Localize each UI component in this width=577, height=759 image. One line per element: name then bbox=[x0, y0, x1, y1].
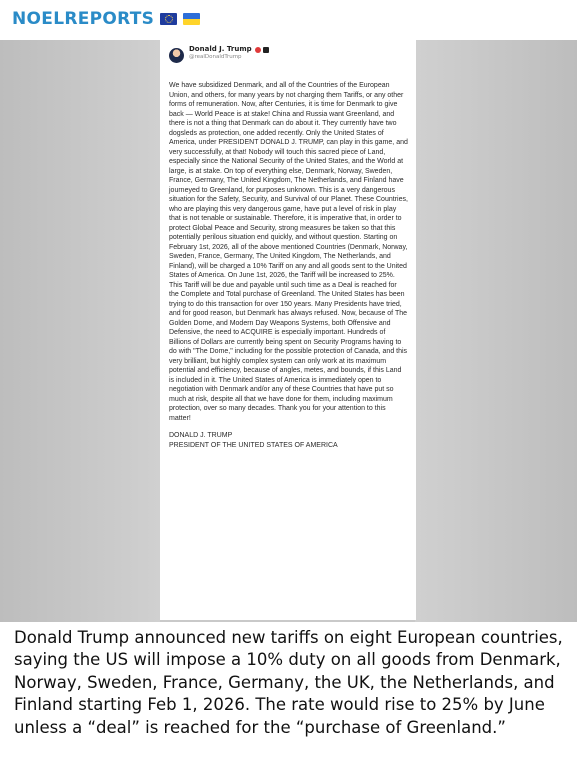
badge-icon bbox=[263, 47, 269, 53]
author-row bbox=[169, 46, 408, 70]
author-name: Donald J. Trump bbox=[189, 45, 252, 53]
signature-block bbox=[169, 431, 408, 451]
author-handle: @realDonaldTrump bbox=[189, 54, 242, 60]
signature-title: PRESIDENT OF THE UNITED STATES OF AMERICA bbox=[169, 442, 338, 449]
channel-name[interactable]: NOELREPORTS bbox=[12, 9, 155, 29]
truth-social-post bbox=[160, 40, 416, 620]
image-blur-right bbox=[415, 40, 577, 622]
channel-header bbox=[0, 0, 577, 38]
avatar bbox=[169, 48, 184, 63]
image-blur-left bbox=[0, 40, 160, 622]
signature-name: DONALD J. TRUMP bbox=[169, 432, 233, 439]
ukraine-flag-icon bbox=[183, 13, 200, 25]
post-body: We have subsidized Denmark, and all of the Countries of the European Union, and others, for many years by not charging them Tariffs, or any other forms of remuneration. Now, after Centuries, it is time for Denmark to give back — World Peace is at stake! China and Russia want Greenland, and there is not a thing that Denmark can do about it. They currently have two dogsleds as protection, one added recently. Only the United States of America, under PRESIDENT DONALD J. TRUMP, can play in this game, and very successfully, at that! Nobody will touch this sacred piece of Land, especially since the National Security of the United States, and the World at large, is at stake. On top of everything else, Denmark, Norway, Sweden, France, Germany, The United Kingdom, The Netherlands, and Finland have journeyed to Greenland, for purposes unknown. This is a very dangerous situation for the Safety, Security, and Survival of our Planet. These Countries, who are playing this very dangerous game, have put a level of risk in play that is not tenable or sustainable. Therefore, it is imperative that, in order to protect Global Peace and Security, strong measures be taken so that this potentially perilous situation end quickly, and without question. Starting on February 1st, 2026, all of the above mentioned Countries (Denmark, Norway, Sweden, France, Germany, The United Kingdom, The Netherlands, and Finland), will be charged a 10% Tariff on any and all goods sent to the United States of America. On June 1st, 2026, the Tariff will be increased to 25%. This Tariff will be due and payable until such time as a Deal is reached for the Complete and Total purchase of Greenland. The United States has been trying to do this transaction for over 150 years. Many Presidents have tried, and for good reason, but Denmark has always refused. Now, because of The Golden Dome, and Modern Day Weapons Systems, both Offensive and Defensive, the need to ACQUIRE is especially important. Hundreds of Billions of Dollars are currently being spent on Security Programs having to do with "The Dome," including for the possible protection of Canada, and this very brilliant, but highly complex system can only work at its maximum potential and efficiency, because of angles, metes, and bounds, if this Land is included in it. The United States of America is immediately open to negotiation with Denmark and/or any of these Countries that have put so much at risk, despite all that we have done for them, including maximum protection, over so many decades. Thank you for your attention to this matter! bbox=[169, 82, 408, 422]
verified-badge-icon bbox=[255, 47, 261, 53]
message-caption: Donald Trump announced new tariffs on eight European countries, saying the US will impose a 10% duty on all goods from Denmark, Norway, Sweden, France, Germany, the UK, the Netherlands, and Finland starting Feb 1, 2026. The rate would rise to 25% by June unless a “deal” is reached for the “purchase of Greenland.” bbox=[14, 628, 563, 737]
eu-flag-icon bbox=[160, 13, 177, 25]
author-block bbox=[189, 46, 269, 61]
